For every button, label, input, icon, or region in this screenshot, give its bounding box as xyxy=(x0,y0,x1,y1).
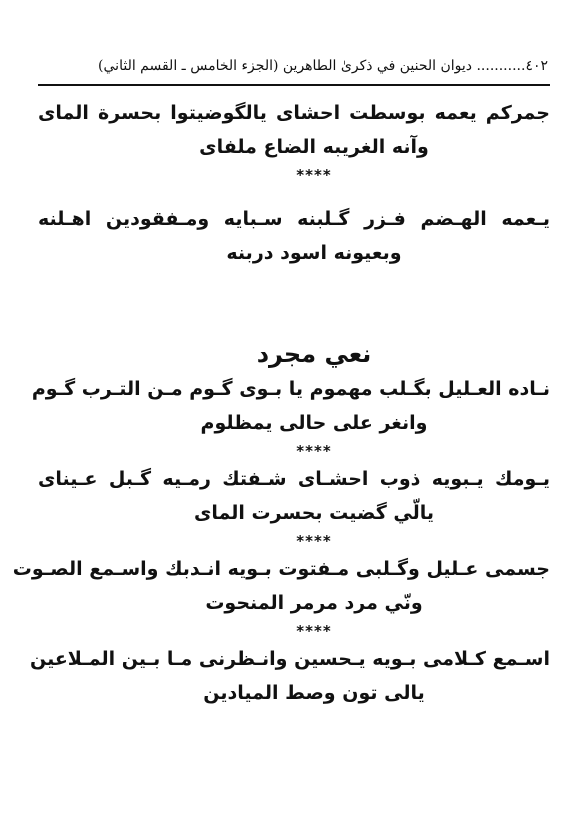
stanza-separator: **** xyxy=(296,166,332,184)
poem-section-1-cont xyxy=(38,202,550,270)
verse-line: اسـمع كـلامى بـويه يـحسين وانـظرنى مـا بـين المـلاعين xyxy=(29,648,550,670)
header-rule xyxy=(38,84,550,86)
verse-refrain: يالى تون وصط الميادين xyxy=(203,682,425,704)
page-number: ٤٠٢ xyxy=(525,58,548,74)
verse-refrain: وبعيونه اسود دربنه xyxy=(226,242,402,264)
verse-refrain: وآنه الغريبه الضاع ملفاى xyxy=(199,136,429,158)
poem-section-2 xyxy=(12,336,550,710)
verse-line: يـعمه الهـضم فـزر گـلبنه سـبايه ومـفقودين اهـلنه xyxy=(38,208,550,230)
verse-line: نـاده العـليل بگـلب مهموم يا بـوى گـوم مـن التـرب گـوم xyxy=(31,378,550,400)
verse-refrain: يالّي گضيت بحسرت الماى xyxy=(193,502,435,524)
header-leader-dots: ........... xyxy=(476,58,526,74)
poem-section-1 xyxy=(38,96,550,186)
verse-line: يـومك يـبويه ذوب احشـاى شـفتك رمـيه گـبل عـيناى xyxy=(38,468,550,490)
book-title: ديوان الحنين في ذكرىٰ الطاهرين (الجزء الخامس ـ القسم الثاني) xyxy=(98,58,473,74)
section-heading: نعي مجرد xyxy=(256,340,372,368)
running-header xyxy=(38,56,548,82)
verse-refrain: وانغر على حالى يمظلوم xyxy=(200,412,428,434)
stanza-separator: **** xyxy=(296,622,332,640)
stanza-separator: **** xyxy=(296,532,332,550)
verse-line: جمركم يعمه بوسطت احشاى يالگوضيتوا بحسرة الماى xyxy=(38,102,550,124)
stanza-separator: **** xyxy=(296,442,332,460)
verse-refrain: ونّي مرد مرمر المنحوت xyxy=(205,592,423,614)
verse-line: جسمى عـليل وگـلبى مـفتوت بـويه انـدبك واسـمع الصـوت xyxy=(12,558,550,580)
